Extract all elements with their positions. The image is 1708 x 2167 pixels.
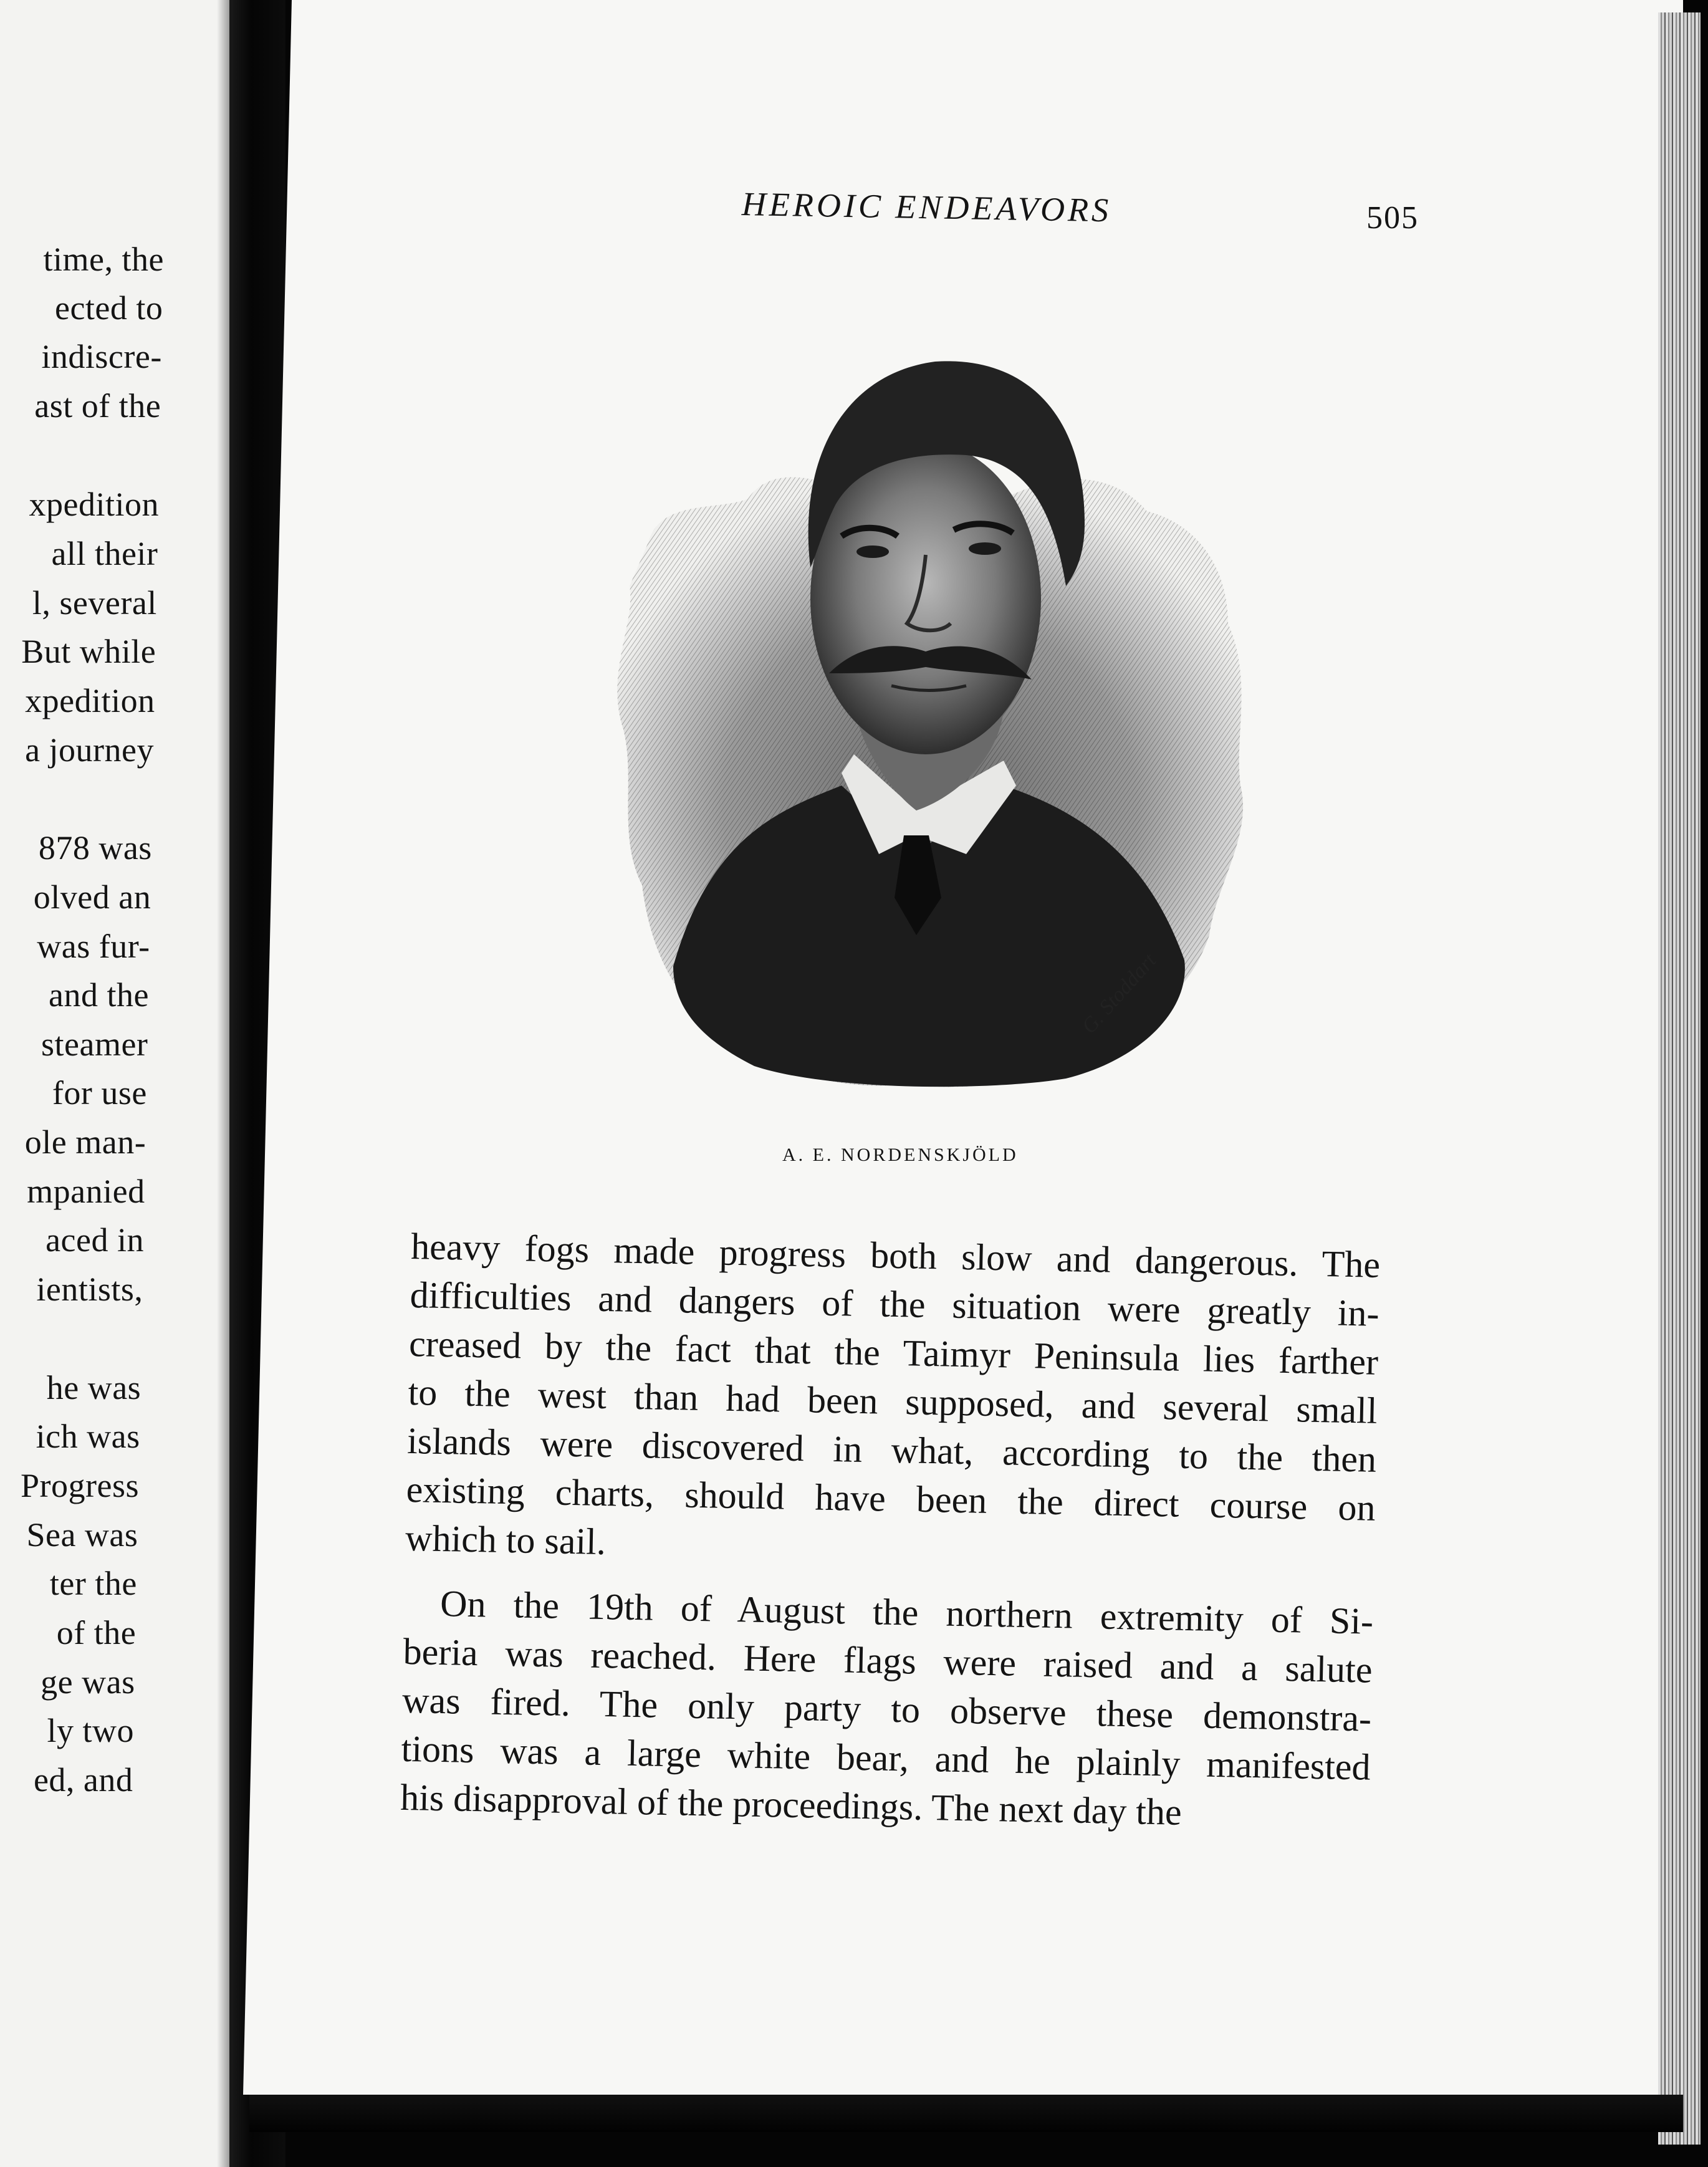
page-edges: [1658, 12, 1701, 2145]
previous-page-line: and the: [49, 976, 149, 1014]
previous-page-line: a journey: [25, 731, 154, 769]
page-bottom-shadow: [249, 2095, 1683, 2132]
paragraph-1: [405, 1222, 1381, 1581]
previous-page-line: ed, and: [33, 1761, 133, 1799]
previous-page-line: was fur-: [37, 928, 150, 965]
previous-page-line: ly two: [47, 1712, 134, 1749]
previous-page-line: olved an: [33, 878, 151, 916]
previous-page-line: of the: [56, 1614, 137, 1651]
previous-page-line: time, the: [43, 241, 164, 278]
text-line: difficulties and dangers of the situation were greatly in-: [410, 1274, 1380, 1334]
text-line: On the 19th of August the northern extremity of Si-: [439, 1583, 1374, 1642]
previous-page-line: steamer: [41, 1026, 148, 1063]
previous-page-line: ter the: [49, 1565, 137, 1602]
previous-page-line: for use: [52, 1074, 147, 1112]
previous-page-line: ected to: [54, 289, 163, 327]
previous-page-line: Progress: [21, 1467, 139, 1504]
page-number: 505: [1366, 200, 1419, 236]
previous-page-line: l, several: [32, 584, 157, 622]
previous-page: [0, 0, 229, 2167]
previous-page-line: aced in: [46, 1221, 144, 1259]
body-text: [400, 1222, 1381, 1840]
text-line: beria was reached. Here flags were raised and a salute: [403, 1630, 1373, 1691]
text-line: was fired. The only party to observe these demonstra-: [401, 1679, 1372, 1739]
previous-page-line: ast of the: [34, 387, 161, 425]
previous-page-line: mpanied: [27, 1173, 145, 1210]
previous-page-line: 878 was: [38, 829, 152, 867]
engraver-signature: G. Stoddart: [1077, 949, 1161, 1039]
previous-page-line: xpedition: [25, 682, 155, 719]
previous-page-line: ientists,: [36, 1271, 143, 1308]
previous-page-line: xpedition: [29, 486, 159, 523]
paragraph-2: [400, 1578, 1374, 1840]
portrait-caption: A. E. NORDENSKJÖLD: [782, 1145, 1019, 1165]
text-line: which to sail.: [405, 1517, 607, 1563]
previous-page-line: indiscre-: [41, 338, 162, 375]
previous-page-line: Sea was: [26, 1516, 138, 1554]
previous-page-line: But while: [21, 633, 156, 670]
text-line: his disapproval of the proceedings. The next day the: [400, 1776, 1183, 1833]
previous-page-line: ole man-: [24, 1123, 146, 1161]
portrait-engraving: [567, 274, 1265, 1110]
text-line: tions was a large white bear, and he plainly manifested: [401, 1727, 1371, 1788]
previous-page-line: all their: [51, 535, 158, 572]
previous-page-line: ge was: [41, 1663, 135, 1701]
text-line: to the west than had been supposed, and several small: [408, 1371, 1378, 1431]
text-line: existing charts, should have been the direct course on: [406, 1468, 1376, 1529]
text-line: creased by the fact that the Taimyr Peninsula lies farther: [408, 1322, 1379, 1383]
running-head: HEROIC ENDEAVORS: [741, 185, 1112, 229]
text-line: islands were discovered in what, according to the then: [406, 1420, 1377, 1480]
previous-page-line: he was: [46, 1369, 142, 1406]
text-line: heavy fogs made progress both slow and dangerous. The: [410, 1225, 1381, 1285]
previous-page-line: ich was: [36, 1418, 140, 1455]
